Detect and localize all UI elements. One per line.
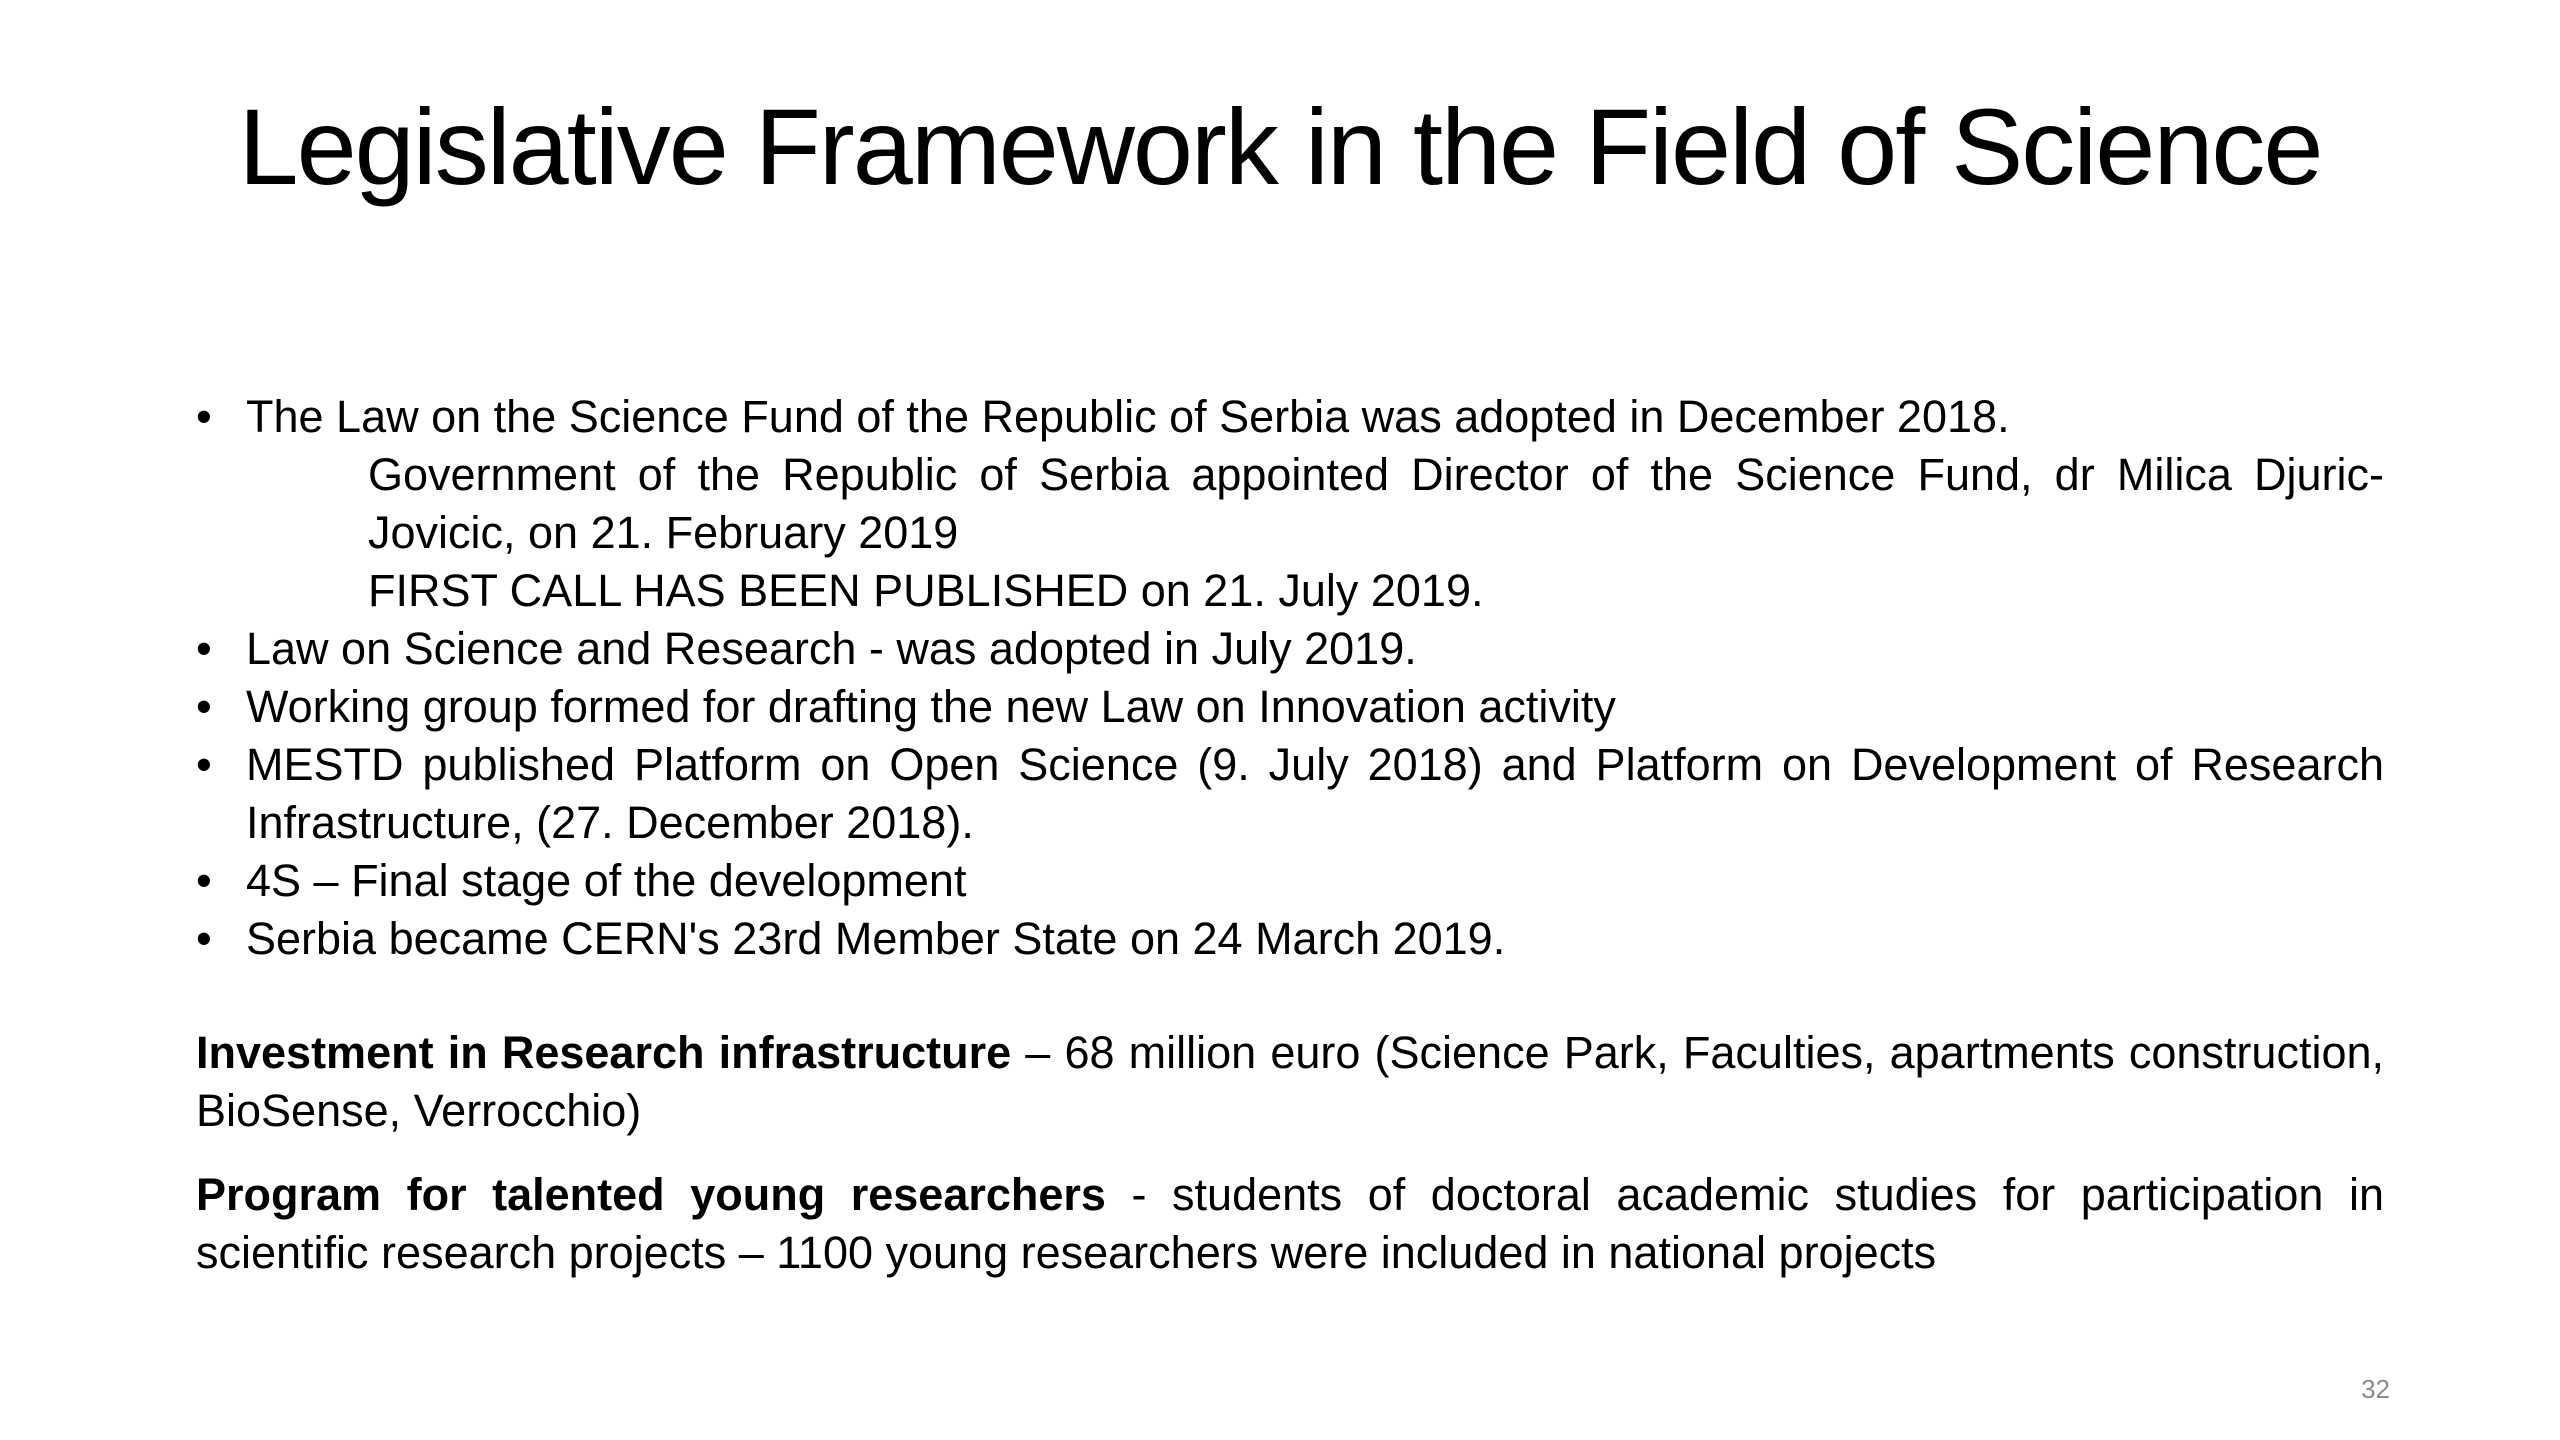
page-number: 32 bbox=[2361, 1374, 2390, 1404]
bullet-icon: • bbox=[196, 681, 212, 732]
investment-text: – 68 million euro (Science Park, Faculties, apartments construction, BioSense, Verrocchio) bbox=[196, 1027, 2384, 1136]
bullet-item bbox=[196, 388, 2384, 620]
bullet-icon: • bbox=[196, 913, 212, 964]
bullet-list bbox=[196, 388, 2384, 968]
program-text: - students of doctoral academic studies for participation in scientific research projects – 1100 young researchers were included in national projects bbox=[196, 1169, 2384, 1278]
bullet-text: 4S – Final stage of the development bbox=[246, 855, 967, 906]
bullet-text: Serbia became CERN's 23rd Member State on 24 March 2019. bbox=[246, 913, 1506, 964]
bullet-text: The Law on the Science Fund of the Republic of Serbia was adopted in December 2018. bbox=[246, 391, 2010, 442]
program-heading: Program for talented young researchers bbox=[196, 1169, 1106, 1220]
slide-content bbox=[196, 388, 2384, 1282]
bullet-text: MESTD published Platform on Open Science (9. July 2018) and Platform on Development of Research Infrastructure, (27. December 2018). bbox=[246, 739, 2384, 848]
bullet-text: Law on Science and Research - was adopted in July 2019. bbox=[246, 623, 1417, 674]
bullet-item bbox=[196, 620, 2384, 678]
bullet-icon: • bbox=[196, 739, 212, 790]
bullet-item bbox=[196, 736, 2384, 852]
bullet-icon: • bbox=[196, 623, 212, 674]
bullet-item bbox=[196, 852, 2384, 910]
bullet-icon: • bbox=[196, 855, 212, 906]
sub-item-director: Government of the Republic of Serbia appointed Director of the Science Fund, dr Milica Djuric-Jovicic, on 21. February 2019 bbox=[368, 449, 2384, 558]
investment-heading: Investment in Research infrastructure bbox=[196, 1027, 1012, 1078]
bullet-item bbox=[196, 678, 2384, 736]
program-paragraph bbox=[196, 1166, 2384, 1282]
bullet-item bbox=[196, 910, 2384, 968]
bullet-icon: • bbox=[196, 391, 212, 442]
investment-paragraph bbox=[196, 1024, 2384, 1140]
bullet-text: Working group formed for drafting the new Law on Innovation activity bbox=[246, 681, 1616, 732]
slide-title: Legislative Framework in the Field of Science bbox=[238, 86, 2322, 207]
sub-item-first-call: FIRST CALL HAS BEEN PUBLISHED on 21. July 2019. bbox=[368, 565, 1484, 616]
